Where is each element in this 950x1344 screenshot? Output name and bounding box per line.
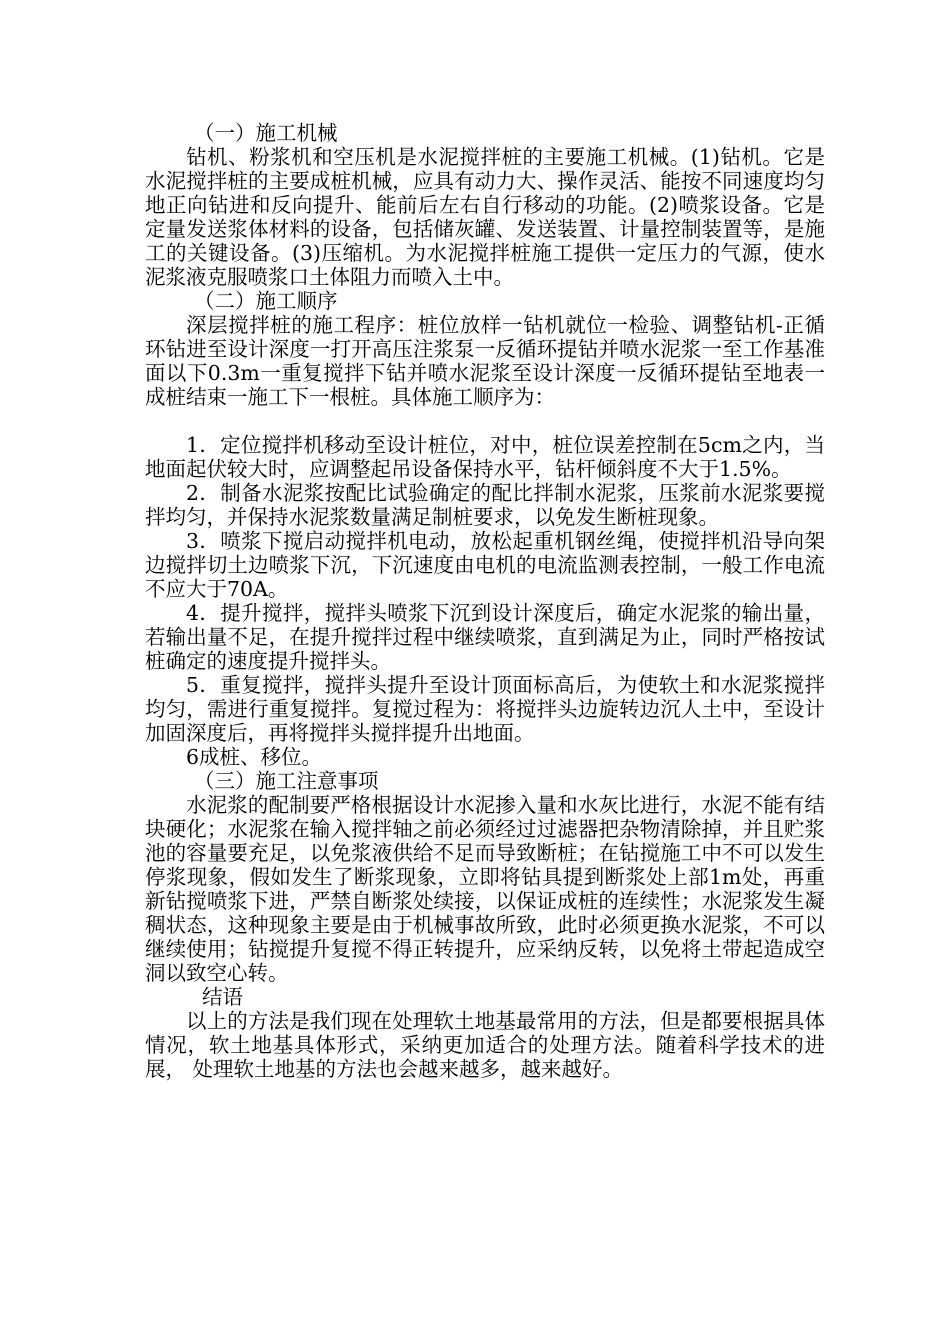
step-item-2: 2．制备水泥浆按配比试验确定的配比拌制水泥浆，压浆前水泥浆要搅拌均匀，并保持水泥浆数量满足制桩要求，以免发生断桩现象。 bbox=[145, 481, 825, 529]
blank-line bbox=[145, 409, 825, 433]
step-item-4: 4．提升搅拌，搅拌头喷浆下沉到设计深度后，确定水泥浆的输出量，若输出量不足，在提升搅拌过程中继续喷浆，直到满足为止，同时严格按试桩确定的速度提升搅拌头。 bbox=[145, 601, 825, 673]
step-item-3: 3．喷浆下搅启动搅拌机电动，放松起重机钢丝绳，使搅拌机沿导向架边搅拌切土边喷浆下沉，下沉速度由电机的电流监测表控制，一般工作电流不应大于70A。 bbox=[145, 529, 825, 601]
step-item-1: 1．定位搅拌机移动至设计桩位，对中，桩位误差控制在5cm之内，当地面起伏较大时，应调整起吊设备保持水平，钻杆倾斜度不大于1.5%。 bbox=[145, 433, 825, 481]
section-heading-notes: （三）施工注意事项 bbox=[194, 769, 379, 793]
section-heading-machinery: （一）施工机械 bbox=[194, 121, 338, 145]
paragraph-conclusion: 以上的方法是我们现在处理软土地基最常用的方法，但是都要根据具体情况，软土地基具体形式，采纳更加适合的处理方法。随着科学技术的进展， 处理软土地基的方法也会越来越多，越来越好。 bbox=[145, 1009, 825, 1081]
paragraph-machinery: 钻机、粉浆机和空压机是水泥搅拌桩的主要施工机械。(1)钻机。它是水泥搅拌桩的主要成桩机械，应具有动力大、操作灵活、能按不同速度均匀地正向钻进和反向提升、能前后左右自行移动的功能。(2)喷浆设备。它是定量发送浆体材料的设备，包括储灰罐、发送装置、计量控制装置等，是施工的关键设备。(3)压缩机。为水泥搅拌桩施工提供一定压力的气源，使水泥浆液克服喷浆口土体阻力而喷入土中。 bbox=[145, 145, 825, 289]
section-heading-conclusion: 结语 bbox=[202, 985, 243, 1009]
section-heading-sequence: （二）施工顺序 bbox=[194, 289, 338, 313]
paragraph-sequence-intro: 深层搅拌桩的施工程序：桩位放样一钻机就位一检验、调整钻机-正循环钻进至设计深度一打开高压注浆泵一反循环提钻并喷水泥浆一至工作基准面以下0.3m一重复搅拌下钻并喷水泥浆至设计深度一反循环提钻至地表一成桩结束一施工下一根桩。具体施工顺序为： bbox=[145, 313, 825, 409]
paragraph-notes: 水泥浆的配制要严格根据设计水泥掺入量和水灰比进行，水泥不能有结块硬化；水泥浆在输入搅拌轴之前必须经过过滤器把杂物清除掉，并且贮浆池的容量要充足，以免浆液供给不足而导致断桩；在钻搅施工中不可以发生停浆现象，假如发生了断浆现象，立即将钻具提到断浆处上部1m处，再重新钻搅喷浆下进，严禁自断浆处续接，以保证成桩的连续性；水泥浆发生凝稠状态，这种现象主要是由于机械事故所致，此时必须更换水泥浆，不可以继续使用；钻搅提升复搅不得正转提升，应采纳反转，以免将土带起造成空洞以致空心转。 bbox=[145, 793, 825, 985]
step-item-5: 5．重复搅拌，搅拌头提升至设计顶面标高后，为使软土和水泥浆搅拌均匀，需进行重复搅拌。复搅过程为：将搅拌头边旋转边沉人土中，至设计加固深度后，再将搅拌头搅拌提升出地面。 bbox=[145, 673, 825, 745]
document-page bbox=[145, 121, 825, 1081]
step-item-6: 6成桩、移位。 bbox=[186, 745, 323, 769]
